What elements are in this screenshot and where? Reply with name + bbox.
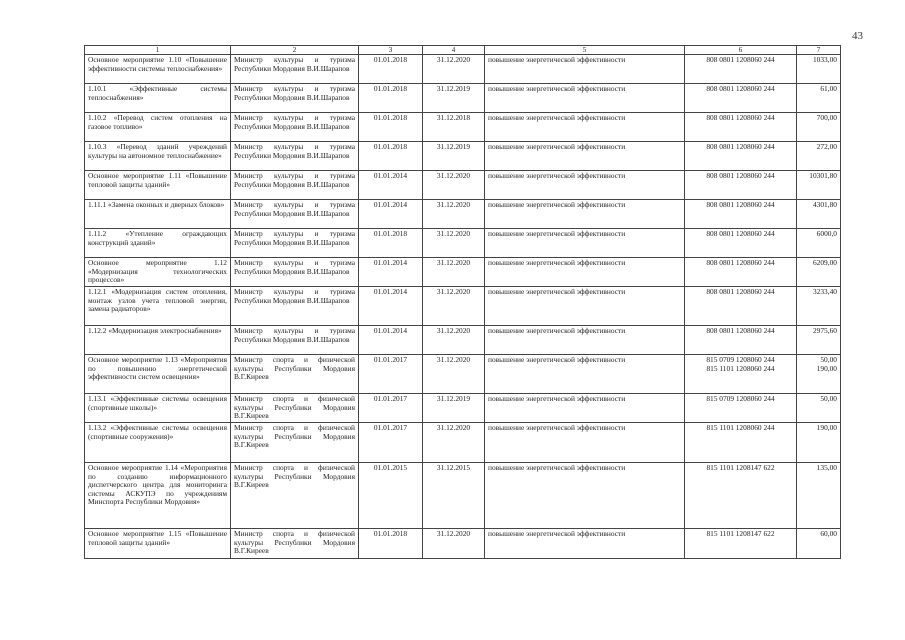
budget-code: 808 0801 1208060 244 xyxy=(685,258,797,287)
expected-result: повышение энергетической эффективности xyxy=(485,84,685,113)
end-date: 31.12.2015 xyxy=(423,463,485,529)
expected-result: повышение энергетической эффективности xyxy=(485,142,685,171)
end-date: 31.12.2020 xyxy=(423,229,485,258)
budget-code: 815 0709 1208060 244 815 1101 1208060 244 xyxy=(685,355,797,394)
start-date: 01.01.2017 xyxy=(359,394,423,423)
header-cell: 4 xyxy=(423,46,485,55)
start-date: 01.01.2015 xyxy=(359,463,423,529)
amount: 50,00 190,00 xyxy=(797,355,841,394)
measure-name: 1.11.1 «Замена оконных и дверных блоков» xyxy=(85,200,231,229)
amount: 50,00 xyxy=(797,394,841,423)
responsible-executor: Министр спорта и физической культуры Республики Мордовия В.Г.Киреев xyxy=(231,529,359,559)
responsible-executor: Министр культуры и туризма Республики Мордовия В.И.Шарапов xyxy=(231,287,359,326)
responsible-executor: Министр культуры и туризма Республики Мордовия В.И.Шарапов xyxy=(231,113,359,142)
end-date: 31.12.2020 xyxy=(423,423,485,463)
start-date: 01.01.2014 xyxy=(359,258,423,287)
budget-code: 808 0801 1208060 244 xyxy=(685,229,797,258)
responsible-executor: Министр культуры и туризма Республики Мордовия В.И.Шарапов xyxy=(231,258,359,287)
amount: 700,00 xyxy=(797,113,841,142)
end-date: 31.12.2020 xyxy=(423,258,485,287)
table-row xyxy=(85,142,841,171)
amount: 1033,00 xyxy=(797,55,841,84)
budget-code: 808 0801 1208060 244 xyxy=(685,113,797,142)
expected-result: повышение энергетической эффективности xyxy=(485,355,685,394)
measures-table xyxy=(84,45,841,559)
start-date: 01.01.2014 xyxy=(359,171,423,200)
start-date: 01.01.2018 xyxy=(359,142,423,171)
amount: 61,00 xyxy=(797,84,841,113)
end-date: 31.12.2020 xyxy=(423,200,485,229)
end-date: 31.12.2020 xyxy=(423,529,485,559)
budget-code: 815 1101 1208147 622 xyxy=(685,529,797,559)
expected-result: повышение энергетической эффективности xyxy=(485,229,685,258)
start-date: 01.01.2014 xyxy=(359,326,423,355)
end-date: 31.12.2019 xyxy=(423,84,485,113)
amount: 4301,80 xyxy=(797,200,841,229)
measure-name: Основное мероприятие 1.15 «Повышение тепловой защиты зданий» xyxy=(85,529,231,559)
header-row xyxy=(85,46,841,55)
end-date: 31.12.2020 xyxy=(423,171,485,200)
budget-code: 808 0801 1208060 244 xyxy=(685,287,797,326)
budget-code: 808 0801 1208060 244 xyxy=(685,171,797,200)
responsible-executor: Министр культуры и туризма Республики Мордовия В.И.Шарапов xyxy=(231,84,359,113)
start-date: 01.01.2018 xyxy=(359,113,423,142)
table-row xyxy=(85,229,841,258)
responsible-executor: Министр культуры и туризма Республики Мордовия В.И.Шарапов xyxy=(231,200,359,229)
end-date: 31.12.2020 xyxy=(423,326,485,355)
amount: 60,00 xyxy=(797,529,841,559)
table-row xyxy=(85,463,841,529)
measure-name: 1.10.2 «Перевод систем отопления на газовое топливо» xyxy=(85,113,231,142)
measure-name: Основное мероприятие 1.14 «Мероприятия по созданию информационного диспетчерского центра для мониторинга системы АСКУПЭ по учреждениям Минспорта Республики Мордовия» xyxy=(85,463,231,529)
responsible-executor: Министр культуры и туризма Республики Мордовия В.И.Шарапов xyxy=(231,171,359,200)
header-cell: 6 xyxy=(685,46,797,55)
measure-name: 1.13.1 «Эффективные системы освещения (спортивные школы)» xyxy=(85,394,231,423)
measure-name: 1.13.2 «Эффективные системы освещения (спортивные сооружения)» xyxy=(85,423,231,463)
start-date: 01.01.2018 xyxy=(359,529,423,559)
table-row xyxy=(85,326,841,355)
budget-code: 808 0801 1208060 244 xyxy=(685,326,797,355)
table-row xyxy=(85,113,841,142)
measure-name: Основное мероприятие 1.13 «Мероприятия по повышению энергетической эффективности систем освещения» xyxy=(85,355,231,394)
end-date: 31.12.2019 xyxy=(423,394,485,423)
header-cell: 1 xyxy=(85,46,231,55)
end-date: 31.12.2020 xyxy=(423,355,485,394)
table-row xyxy=(85,171,841,200)
start-date: 01.01.2014 xyxy=(359,287,423,326)
table-row xyxy=(85,423,841,463)
budget-code: 808 0801 1208060 244 xyxy=(685,200,797,229)
table-row xyxy=(85,394,841,423)
measure-name: 1.12.2 «Модернизация электроснабжения» xyxy=(85,326,231,355)
end-date: 31.12.2020 xyxy=(423,287,485,326)
table-row xyxy=(85,258,841,287)
table-row xyxy=(85,287,841,326)
header-cell: 5 xyxy=(485,46,685,55)
start-date: 01.01.2018 xyxy=(359,229,423,258)
amount: 2975,60 xyxy=(797,326,841,355)
measure-name: 1.11.2 «Утепление ограждающих конструкций зданий» xyxy=(85,229,231,258)
expected-result: повышение энергетической эффективности xyxy=(485,171,685,200)
expected-result: повышение энергетической эффективности xyxy=(485,258,685,287)
responsible-executor: Министр спорта и физической культуры Республики Мордовия В.Г.Киреев xyxy=(231,394,359,423)
measure-name: 1.12.1 «Модернизация систем отопления, монтаж узлов учета тепловой энергии, замена радиаторов» xyxy=(85,287,231,326)
expected-result: повышение энергетической эффективности xyxy=(485,326,685,355)
table-row xyxy=(85,84,841,113)
amount: 135,00 xyxy=(797,463,841,529)
responsible-executor: Министр спорта и физической культуры Республики Мордовия В.Г.Киреев xyxy=(231,463,359,529)
end-date: 31.12.2019 xyxy=(423,142,485,171)
expected-result: повышение энергетической эффективности xyxy=(485,463,685,529)
responsible-executor: Министр культуры и туризма Республики Мордовия В.И.Шарапов xyxy=(231,229,359,258)
responsible-executor: Министр культуры и туризма Республики Мордовия В.И.Шарапов xyxy=(231,55,359,84)
budget-code: 815 1101 1208147 622 xyxy=(685,463,797,529)
budget-code: 815 0709 1208060 244 xyxy=(685,394,797,423)
responsible-executor: Министр спорта и физической культуры Республики Мордовия В.Г.Киреев xyxy=(231,423,359,463)
table-row xyxy=(85,55,841,84)
budget-code: 808 0801 1208060 244 xyxy=(685,55,797,84)
start-date: 01.01.2018 xyxy=(359,84,423,113)
amount: 6209,00 xyxy=(797,258,841,287)
responsible-executor: Министр культуры и туризма Республики Мордовия В.И.Шарапов xyxy=(231,142,359,171)
header-cell: 3 xyxy=(359,46,423,55)
measure-name: Основное мероприятие 1.10 «Повышение эффективности системы теплоснабжения» xyxy=(85,55,231,84)
measure-name: Основное мероприятие 1.12 «Модернизация технологических процессов» xyxy=(85,258,231,287)
table-row xyxy=(85,529,841,559)
amount: 272,00 xyxy=(797,142,841,171)
budget-code: 808 0801 1208060 244 xyxy=(685,84,797,113)
header-cell: 7 xyxy=(797,46,841,55)
header-cell: 2 xyxy=(231,46,359,55)
start-date: 01.01.2017 xyxy=(359,423,423,463)
measure-name: 1.10.3 «Перевод зданий учреждений культуры на автономное теплоснабжение» xyxy=(85,142,231,171)
amount: 190,00 xyxy=(797,423,841,463)
end-date: 31.12.2018 xyxy=(423,113,485,142)
budget-code: 815 1101 1208060 244 xyxy=(685,423,797,463)
start-date: 01.01.2014 xyxy=(359,200,423,229)
expected-result: повышение энергетической эффективности xyxy=(485,287,685,326)
start-date: 01.01.2017 xyxy=(359,355,423,394)
table-row xyxy=(85,355,841,394)
expected-result: повышение энергетической эффективности xyxy=(485,55,685,84)
expected-result: повышение энергетической эффективности xyxy=(485,423,685,463)
measure-name: 1.10.1 «Эффективные системы теплоснабжения» xyxy=(85,84,231,113)
responsible-executor: Министр спорта и физической культуры Республики Мордовия В.Г.Киреев xyxy=(231,355,359,394)
end-date: 31.12.2020 xyxy=(423,55,485,84)
expected-result: повышение энергетической эффективности xyxy=(485,113,685,142)
expected-result: повышение энергетической эффективности xyxy=(485,394,685,423)
budget-code: 808 0801 1208060 244 xyxy=(685,142,797,171)
expected-result: повышение энергетической эффективности xyxy=(485,529,685,559)
amount: 10301,80 xyxy=(797,171,841,200)
page-number: 43 xyxy=(852,30,863,42)
start-date: 01.01.2018 xyxy=(359,55,423,84)
amount: 6000,0 xyxy=(797,229,841,258)
expected-result: повышение энергетической эффективности xyxy=(485,200,685,229)
table-row xyxy=(85,200,841,229)
responsible-executor: Министр культуры и туризма Республики Мордовия В.И.Шарапов xyxy=(231,326,359,355)
measure-name: Основное мероприятие 1.11 «Повышение тепловой защиты зданий» xyxy=(85,171,231,200)
amount: 3233,40 xyxy=(797,287,841,326)
